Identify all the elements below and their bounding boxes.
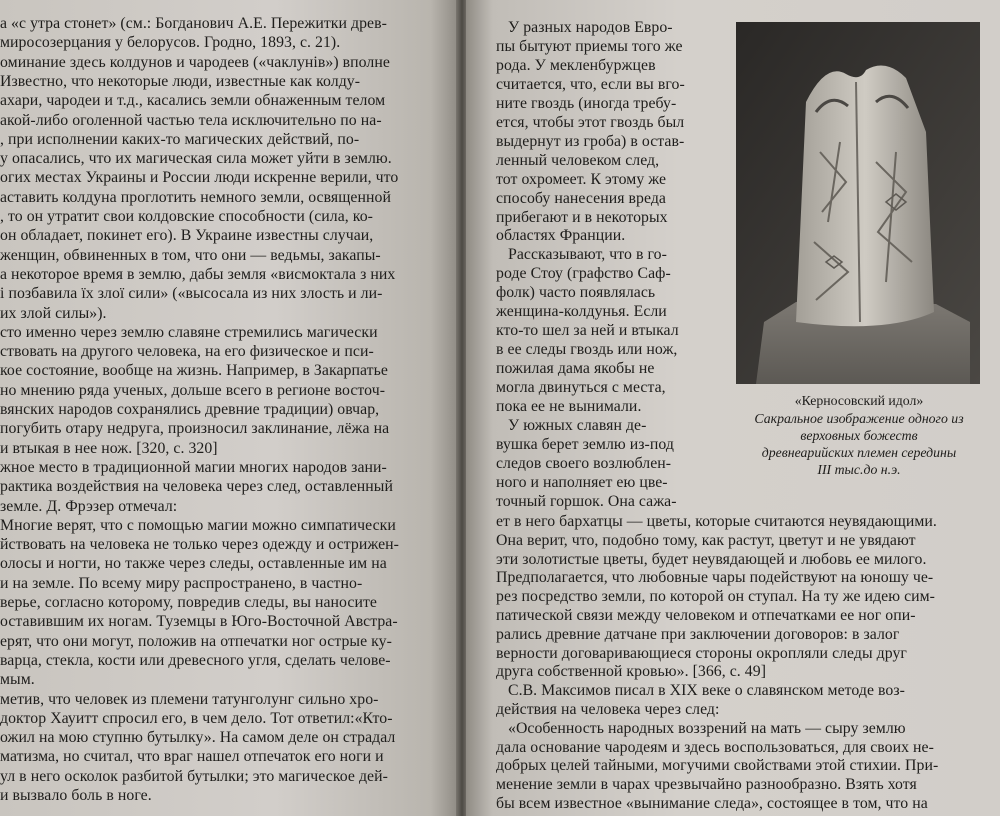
text-line: считается, что, если вы вго- <box>496 75 685 93</box>
text-line: ерят, что они могут, положив на отпечатки ног острые ку- <box>0 632 392 650</box>
text-line: йствовать на человека не только через одежду и острижен- <box>0 536 399 554</box>
left-page <box>0 0 458 816</box>
text-line: действия на человека через след: <box>496 701 720 718</box>
text-line: ул в него осколок разбитой бутылки; это магическое дей- <box>0 767 388 785</box>
text-line: ленный человеком след, <box>496 151 660 169</box>
text-line: ного и наполняет ею цве- <box>496 473 668 491</box>
figure-caption-line: III тыс.до н.э. <box>817 462 901 477</box>
text-line: , то он утратит свои колдовские способности (сила, ко- <box>0 208 373 225</box>
figure-caption-line: древнеарийских племен середины <box>761 445 957 460</box>
text-line: погубить отару недруга, произносил заклинание, лёжа на <box>0 420 390 438</box>
text-line: Многие верят, что с помощью магии можно симпатически <box>0 516 396 534</box>
text-line: а некоторое время в землю, дабы земля «висмоктала з них <box>0 265 396 283</box>
text-line: дала основание чародеям и здесь воспользоваться, для своих не- <box>496 738 934 756</box>
text-line: у опасались, что их магическая сила может уйти в землю. <box>0 150 392 168</box>
text-line: верье, согласно которому, повредив следы, вы наносите <box>0 594 377 611</box>
text-line: мым. <box>0 671 35 689</box>
text-line: аставить колдуна проглотить немного земли, освященной <box>0 188 391 206</box>
text-line: «Особенность народных воззрений на мать — сыру землю <box>508 719 906 737</box>
text-line: способу нанесения вреда <box>496 189 666 207</box>
text-line: огих местах Украины и России люди искренне верили, что <box>0 169 399 187</box>
text-line: пы бытуют приемы того же <box>496 37 683 55</box>
text-line: точный горшок. Она сажа- <box>496 492 677 510</box>
kernosovsky-idol-photo <box>736 22 980 384</box>
text-line: матизма, но считал, что враг нашел отпечаток его ноги и <box>0 748 384 766</box>
text-line: рактика воздействия на человека через след, оставленный <box>0 478 393 496</box>
text-line: пожилая дама якобы не <box>496 360 655 378</box>
text-line: ожил на мою ступню бутылку». На самом деле он страдал <box>0 729 396 747</box>
text-line: он обладает, покинет его). В Украине известны случаи, <box>0 227 374 245</box>
text-line: но мнению ряда ученых, дольше всего в регионе восточ- <box>0 381 386 399</box>
text-line: ется, чтобы этот гвоздь был <box>496 113 685 131</box>
text-line: миросозерцания у белорусов. Гродно, 1893, с. 21). <box>0 34 341 52</box>
text-line: ните гвоздь (иногда требу- <box>496 94 677 112</box>
figure-caption-line: верховных божеств <box>800 428 918 443</box>
text-line: С.В. Максимов писал в XIX веке о славянском методе воз- <box>508 682 905 700</box>
text-line: их злой силы»). <box>0 304 107 322</box>
text-line: Предполагается, что любовные чары подействуют на юношу че- <box>496 569 934 587</box>
text-line: следов своего возлюблен- <box>496 454 672 472</box>
text-line: женщин, обвиненных в том, что они — ведьмы, закапы- <box>0 246 381 264</box>
idol-illustration <box>736 22 980 384</box>
text-line: друга собственной кровью». [366, с. 49] <box>496 663 767 681</box>
text-line: роде Стоу (графство Саф- <box>496 265 671 283</box>
text-line: рода. У мекленбуржцев <box>496 56 656 74</box>
figure-caption-line: Сакральное изображение одного из <box>754 411 964 426</box>
text-line: жное место в традиционной магии многих народов зани- <box>0 458 387 476</box>
text-line: олосы и ногти, но также через следы, оставленные им на <box>0 555 387 573</box>
text-line: фолк) часто появлялась <box>496 284 656 302</box>
text-line: ствовать на другого человека, на его физическое и пси- <box>0 343 374 361</box>
text-line: У южных славян де- <box>508 416 647 434</box>
text-line: областях Франции. <box>496 227 626 245</box>
text-line: оминание здесь колдунов и чародеев («чаклунів») вполне <box>0 53 390 71</box>
text-line: Рассказывают, что в го- <box>508 246 667 264</box>
text-line: рались древние датчане при заключении договоров: в залог <box>496 625 900 643</box>
text-line: эти золотистые цветы, будет неувядающей и любовь ее милого. <box>496 550 927 568</box>
text-line: добрых целей тайными, могучими свойствами этой стихии. При- <box>496 757 939 775</box>
text-line: прибегают и в некоторых <box>496 208 668 226</box>
text-line: ет в него бархатцы — цветы, которые считаются неувядающими. <box>496 513 937 530</box>
text-line: женщина-колдунья. Если <box>496 303 667 321</box>
text-line: земле. Д. Фрэзер отмечал: <box>0 497 178 515</box>
text-line: и вызвало боль в ноге. <box>0 787 152 804</box>
text-line: Она верит, что, подобно тому, как растут, цветут и не увядают <box>496 531 916 549</box>
text-line: тот охромеет. К этому же <box>496 170 667 188</box>
figure-caption-title: «Керносовский идол» <box>794 393 924 408</box>
text-line: сто именно через землю славяне стремились магически <box>0 323 378 341</box>
text-line: ахари, чародеи и т.д., касались земли обнаженным телом <box>0 92 386 110</box>
text-line: вушка берет землю из-под <box>496 435 674 453</box>
text-line: метив, что человек из племени татунголунг сильно хро- <box>0 690 379 708</box>
text-line: кто-то шел за ней и втыкал <box>496 322 679 340</box>
text-line: и втыкая в нее нож. [320, с. 320] <box>0 439 218 457</box>
text-line: варца, стекла, кости или древесного угля, сделать челове- <box>0 651 391 669</box>
text-line: менение земли в чарах чрезвычайно разнообразно. Взять хотя <box>496 776 917 794</box>
text-line: рез посредство земли, по которой он ступал. На ту же идею сим- <box>496 588 935 606</box>
text-line: могла двинуться с места, <box>496 379 666 397</box>
text-line: У разных народов Евро- <box>508 19 673 36</box>
text-line: вянских народов сохранялись древние традиции) овчар, <box>0 401 380 418</box>
text-line: оставившим их ногам. Туземцы в Юго-Восточной Австра- <box>0 613 398 631</box>
text-line: а «с утра стонет» (см.: Богданович А.Е. Пережитки древ- <box>0 15 387 32</box>
text-line: патической связи между человеком и отпечатками ее ног опи- <box>496 607 916 624</box>
text-line: и на земле. По всему миру распространено, в частно- <box>0 574 363 592</box>
text-line: в ее следы гвоздь или нож, <box>496 341 678 359</box>
text-line: акой-либо оголенной частью тела исключительно по на- <box>0 111 382 129</box>
text-line: верности договаривающиеся стороны окропляли следы друг <box>496 644 907 662</box>
right-page <box>466 0 1000 816</box>
text-line: Известно, что некоторые люди, известные как колду- <box>0 72 361 90</box>
text-line: пока ее не вынимали. <box>496 398 642 415</box>
text-line: і позбавила їх злої сили» («высосала из них злость и ли- <box>0 285 383 303</box>
text-line: , при исполнении каких-то магических действий, по- <box>0 130 360 148</box>
text-line: бы всем известное «вынимание следа», состоящее в том, что на <box>496 795 928 812</box>
text-line: кое состояние, вообще на жизнь. Например, в Закарпатье <box>0 362 388 380</box>
text-line: выдернут из гроба) в остав- <box>496 132 685 150</box>
text-line: доктор Хауитт спросил его, в чем дело. Тот ответил:«Кто- <box>0 709 393 727</box>
